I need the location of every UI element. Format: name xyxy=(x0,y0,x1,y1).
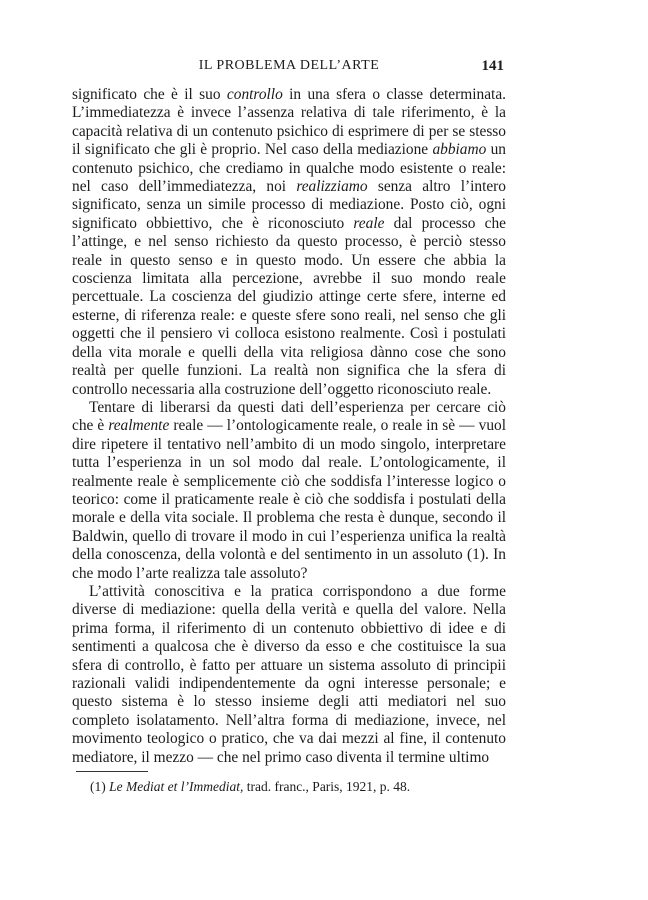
body-text xyxy=(72,86,506,767)
running-title: IL PROBLEMA DELL’ARTE xyxy=(198,58,380,73)
text-run: in una sfera o classe determinata. L’immediatezza è invece l’assenza relativa di tale riferimento, è la capacità relativa di un contenuto psichico di esprimere di per se stesso il significato che gli è proprio. Nel caso della mediazione xyxy=(72,86,506,159)
text-run: Tentare di liberarsi da questi dati dell’esperienza per cercare ciò che è xyxy=(72,398,506,435)
footnote-marker: (1) xyxy=(90,779,106,794)
footnote-title: Le Mediat et l’Immediat, xyxy=(109,779,244,794)
paragraph xyxy=(72,583,506,767)
book-page xyxy=(72,48,506,868)
text-run: senza altro l’intero significato, senza un simile processo di mediazione. Posto ciò, ogni significato obbiettivo, che è riconosciuto xyxy=(72,178,506,232)
footnote xyxy=(90,778,410,795)
page-number: 141 xyxy=(481,58,504,74)
text-run: dal processo che l’attinge, e nel senso richiesto da questo processo, è perciò stesso reale in questo senso e in questo modo. Un essere che abbia la coscienza limitata alla percezione, avrebbe il suo mondo reale percettuale. La coscienza del giudizio attinge certe sfere, interne ed esterne, di riferenza reale: e queste sfere sono reali, nel senso che gli oggetti che il pensiero vi colloca esistono realmente. Così i postulati della vita morale e quelli della vita religiosa dànno cose che sono realtà per quelle funzioni. La realtà non significa che la sfera di controllo necessaria alla costruzione dell’oggetto riconosciuto reale. xyxy=(72,214,506,398)
italic-text: abbiamo xyxy=(432,141,487,159)
italic-text: controllo xyxy=(226,86,283,103)
italic-text: realizziamo xyxy=(296,178,368,196)
text-run: un contenuto psichico, che crediamo in qualche modo esistente o reale: nel caso dell’immediatezza, noi xyxy=(72,141,506,196)
italic-text: realmente xyxy=(108,417,170,435)
text-run: L’attività conoscitiva e la pratica corrispondono a due forme diverse di mediazione: quella della verità e quella del valore. Nella prima forma, il riferimento di un contenuto obbiettivo di idee e di sentimenti a qualcosa che è diverso da esso e che costituisce la sua sfera di controllo, è fatto per attuare un sistema assoluto di principii razionali validi indipendentemente da ogni interesse personale; e questo sistema è lo stesso insieme degli atti mediatori nel suo completo isolatamento. Nell’altra forma di mediazione, invece, nel movimento teologico o pratico, che va dai mezzi al fine, il contenuto mediatore, il mezzo — che nel primo caso diventa il termine ultimo xyxy=(72,582,506,766)
text-run: significato che è il suo xyxy=(72,86,227,103)
footnote-rest: trad. franc., Paris, 1921, p. 48. xyxy=(243,779,411,794)
text-run: reale — l’ontologicamente reale, o reale in sè — vuol dire ripetere il tentativo nell’ambito di un modo singolo, interpretare tutta l’esperienza in un sol modo dal reale. L’ontologicamente, il realmente reale è semplicemente ciò che soddisfa l’interesse logico o teorico: come il praticamente reale è ciò che soddisfa i postulati della morale e della vita sociale. Il problema che resta è dunque, secondo il Baldwin, quello di trovare il modo in cui l’esperienza unifica la realtà della conoscenza, della volontà e del sentimento in un assoluto (1). In che modo l’arte realizza tale assoluto? xyxy=(72,417,506,582)
page-header xyxy=(72,58,506,80)
footnote-rule xyxy=(76,771,148,772)
italic-text: reale xyxy=(353,214,385,232)
paragraph xyxy=(72,86,506,399)
paragraph xyxy=(72,399,506,583)
